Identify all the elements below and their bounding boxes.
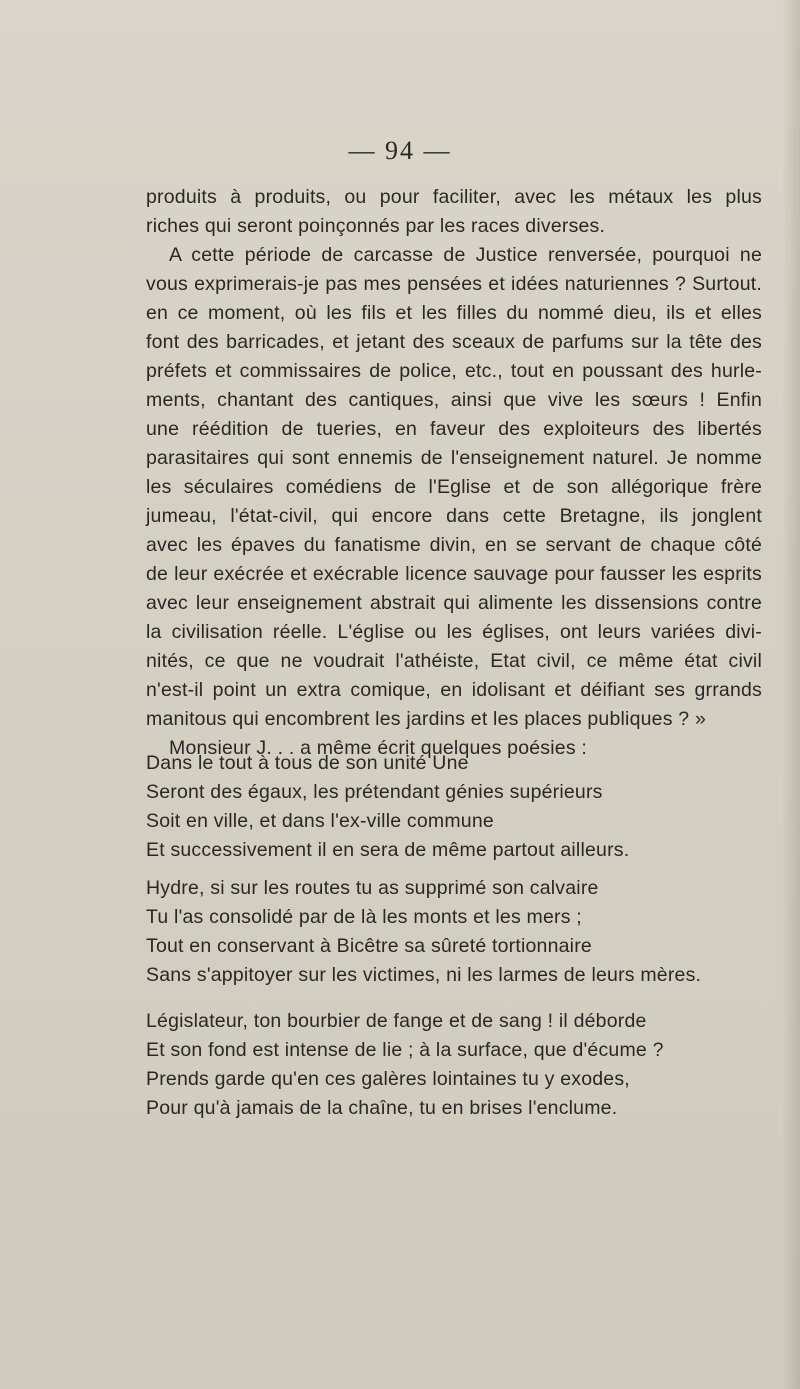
verse-line: Hydre, si sur les routes tu as supprimé son calvaire [146,877,599,899]
text-line: parasitaires qui sont ennemis de l'enseignement naturel. Je nomme [146,447,762,469]
text-line: manitous qui encombrent les jardins et les places publiques ? » [146,708,706,730]
text-line: riches qui seront poinçonnés par les races diverses. [146,215,606,237]
text-line: produits à produits, ou pour faciliter, avec les métaux les plus [146,186,762,208]
verse-line: Prends garde qu'en ces galères lointaines tu y exodes, [146,1068,630,1090]
text-line: Monsieur J. . . a même écrit quelques poésies : [169,737,588,759]
page-edge-shadow [782,0,800,1389]
text-line: avec leur enseignement abstrait qui alimente les dissensions contre [146,592,762,614]
text-line: avec les épaves du fanatisme divin, en se servant de chaque côté [146,534,762,556]
text-line: une réédition de tueries, en faveur des exploiteurs des libertés [146,418,762,440]
text-line: préfets et commissaires de police, etc., tout en poussant des hurle- [146,360,762,382]
text-line: les séculaires comédiens de l'Eglise et de son allégorique frère [146,476,762,498]
poem-stanza-1 [146,749,766,865]
text-line: de leur exécrée et exécrable licence sauvage pour fausser les esprits [146,563,762,585]
text-line: la civilisation réelle. L'église ou les églises, ont leurs variées divi- [146,621,762,643]
verse-line: Tu l'as consolidé par de là les monts et les mers ; [146,906,582,928]
verse-line: Dans le tout à tous de son unité Une [146,752,469,774]
verse-line: Pour qu'à jamais de la chaîne, tu en brises l'enclume. [146,1097,618,1119]
text-line: vous exprimerais-je pas mes pensées et idées naturiennes ? Surtout. [146,273,762,295]
text-line: nités, ce que ne voudrait l'athéiste, Etat civil, ce même état civil [146,650,762,672]
verse-line: Et son fond est intense de lie ; à la surface, que d'écume ? [146,1039,664,1061]
prose-paragraph [146,183,762,763]
text-line: font des barricades, et jetant des sceaux de parfums sur la tête des [146,331,762,353]
poem-stanza-3 [146,1007,766,1123]
text-line: en ce moment, où les fils et les filles du nommé dieu, ils et elles [146,302,762,324]
poem-stanza-2 [146,874,766,990]
text-line: A cette période de carcasse de Justice renversée, pourquoi ne [169,244,762,266]
page-number: — 94 — [348,136,452,165]
verse-line: Sans s'appitoyer sur les victimes, ni les larmes de leurs mères. [146,964,702,986]
verse-line: Tout en conservant à Bicêtre sa sûreté tortionnaire [146,935,592,957]
verse-line: Législateur, ton bourbier de fange et de sang ! il déborde [146,1010,647,1032]
text-line: ments, chantant des cantiques, ainsi que vive les sœurs ! Enfin [146,389,762,411]
verse-line: Seront des égaux, les prétendant génies supérieurs [146,781,603,803]
verse-line: Soit en ville, et dans l'ex-ville commune [146,810,494,832]
verse-line: Et successivement il en sera de même partout ailleurs. [146,839,630,861]
text-line: n'est-il point un extra comique, en idolisant et déifiant ses grrands [146,679,762,701]
text-line: jumeau, l'état-civil, qui encore dans cette Bretagne, ils jonglent [146,505,762,527]
